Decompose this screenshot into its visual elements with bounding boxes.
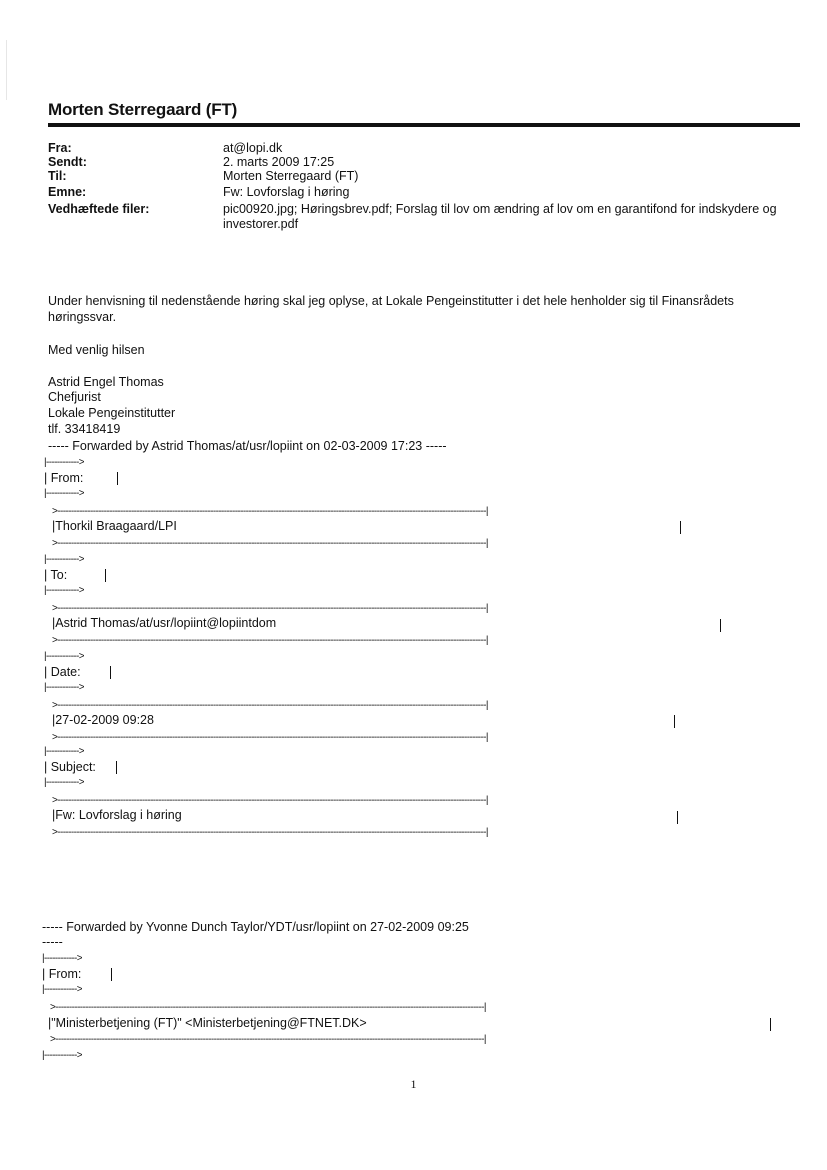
signature-name: Astrid Engel Thomas bbox=[48, 375, 164, 389]
ascii-box-top: >-------------------------------------------------------------------------------------------------------------------------------------------------------------| bbox=[52, 506, 488, 517]
subject-label: | Subject: bbox=[44, 760, 96, 774]
separator-bar bbox=[674, 715, 675, 728]
ascii-arrow: |------------> bbox=[44, 746, 84, 757]
header-value-to: Morten Sterregaard (FT) bbox=[223, 169, 359, 183]
separator-bar bbox=[720, 619, 721, 632]
header-value-attachments: pic00920.jpg; Høringsbrev.pdf; Forslag til lov om ændring af lov om en garantifond for indskydere og investorer.pdf bbox=[223, 202, 777, 231]
separator-bar bbox=[680, 521, 681, 534]
date-label: | Date: bbox=[44, 665, 81, 679]
separator-bar bbox=[110, 666, 111, 679]
ascii-box-top: >-------------------------------------------------------------------------------------------------------------------------------------------------------------| bbox=[50, 1002, 486, 1013]
ascii-arrow: |------------> bbox=[44, 585, 84, 596]
signature-org: Lokale Pengeinstitutter bbox=[48, 406, 176, 420]
ascii-arrow: |------------> bbox=[44, 488, 84, 499]
separator-bar bbox=[117, 472, 118, 485]
header-label-sent: Sendt: bbox=[48, 155, 87, 169]
separator-bar bbox=[111, 968, 112, 981]
ascii-box-bottom: >-------------------------------------------------------------------------------------------------------------------------------------------------------------| bbox=[52, 635, 488, 646]
from-label: | From: bbox=[44, 471, 84, 485]
forwarded-line-2-tail: ----- bbox=[42, 935, 63, 949]
forwarded-line-1: ----- Forwarded by Astrid Thomas/at/usr/lopiint on 02-03-2009 17:23 ----- bbox=[48, 439, 447, 453]
header-label-attachments: Vedhæftede filer: bbox=[48, 202, 150, 216]
ascii-arrow: |------------> bbox=[42, 984, 82, 995]
page-number: 1 bbox=[410, 1077, 417, 1091]
subject-value: |Fw: Lovforslag i høring bbox=[52, 808, 182, 822]
header-value-sent: 2. marts 2009 17:25 bbox=[223, 155, 335, 169]
ascii-arrow: |------------> bbox=[44, 554, 84, 565]
page-title: Morten Sterregaard (FT) bbox=[48, 100, 238, 119]
header-label-subject: Emne: bbox=[48, 185, 87, 199]
scan-artifact bbox=[6, 40, 7, 100]
header-value-from: at@lopi.dk bbox=[223, 141, 283, 155]
date-value: |27-02-2009 09:28 bbox=[52, 713, 154, 727]
body-paragraph: Under henvisning til nedenstående høring skal jeg oplyse, at Lokale Pengeinstitutter i det hele henholder sig til Finansrådets høringssvar. bbox=[48, 294, 734, 324]
forwarded-line-2: ----- Forwarded by Yvonne Dunch Taylor/YDT/usr/lopiint on 27-02-2009 09:25 bbox=[42, 920, 469, 934]
separator-bar bbox=[105, 569, 106, 582]
to-value: |Astrid Thomas/at/usr/lopiint@lopiintdom bbox=[52, 616, 277, 630]
from-label-2: | From: bbox=[42, 967, 82, 981]
ascii-arrow: |------------> bbox=[44, 457, 84, 468]
greeting: Med venlig hilsen bbox=[48, 343, 145, 357]
ascii-arrow: |------------> bbox=[44, 777, 84, 788]
ascii-arrow: |------------> bbox=[42, 953, 82, 964]
header-label-to: Til: bbox=[48, 169, 67, 183]
ascii-box-top: >-------------------------------------------------------------------------------------------------------------------------------------------------------------| bbox=[52, 603, 488, 614]
separator-bar bbox=[116, 761, 117, 774]
header-value-subject: Fw: Lovforslag i høring bbox=[223, 185, 350, 199]
to-label: | To: bbox=[44, 568, 68, 582]
signature-title: Chefjurist bbox=[48, 390, 101, 404]
separator-bar bbox=[677, 811, 678, 824]
from-value-2: |"Ministerbetjening (FT)" <Ministerbetjening@FTNET.DK> bbox=[48, 1016, 367, 1030]
ascii-box-bottom: >-------------------------------------------------------------------------------------------------------------------------------------------------------------| bbox=[50, 1034, 486, 1045]
title-rule bbox=[48, 123, 800, 127]
ascii-box-bottom: >-------------------------------------------------------------------------------------------------------------------------------------------------------------| bbox=[52, 732, 488, 743]
separator-bar bbox=[770, 1018, 771, 1031]
ascii-box-bottom: >-------------------------------------------------------------------------------------------------------------------------------------------------------------| bbox=[52, 827, 488, 838]
ascii-box-top: >-------------------------------------------------------------------------------------------------------------------------------------------------------------| bbox=[52, 700, 488, 711]
ascii-arrow: |------------> bbox=[42, 1050, 82, 1061]
from-value: |Thorkil Braagaard/LPI bbox=[52, 519, 177, 533]
header-label-from: Fra: bbox=[48, 141, 72, 155]
ascii-box-top: >-------------------------------------------------------------------------------------------------------------------------------------------------------------| bbox=[52, 795, 488, 806]
ascii-arrow: |------------> bbox=[44, 682, 84, 693]
signature-phone: tlf. 33418419 bbox=[48, 422, 121, 436]
ascii-box-bottom: >-------------------------------------------------------------------------------------------------------------------------------------------------------------| bbox=[52, 538, 488, 549]
ascii-arrow: |------------> bbox=[44, 651, 84, 662]
